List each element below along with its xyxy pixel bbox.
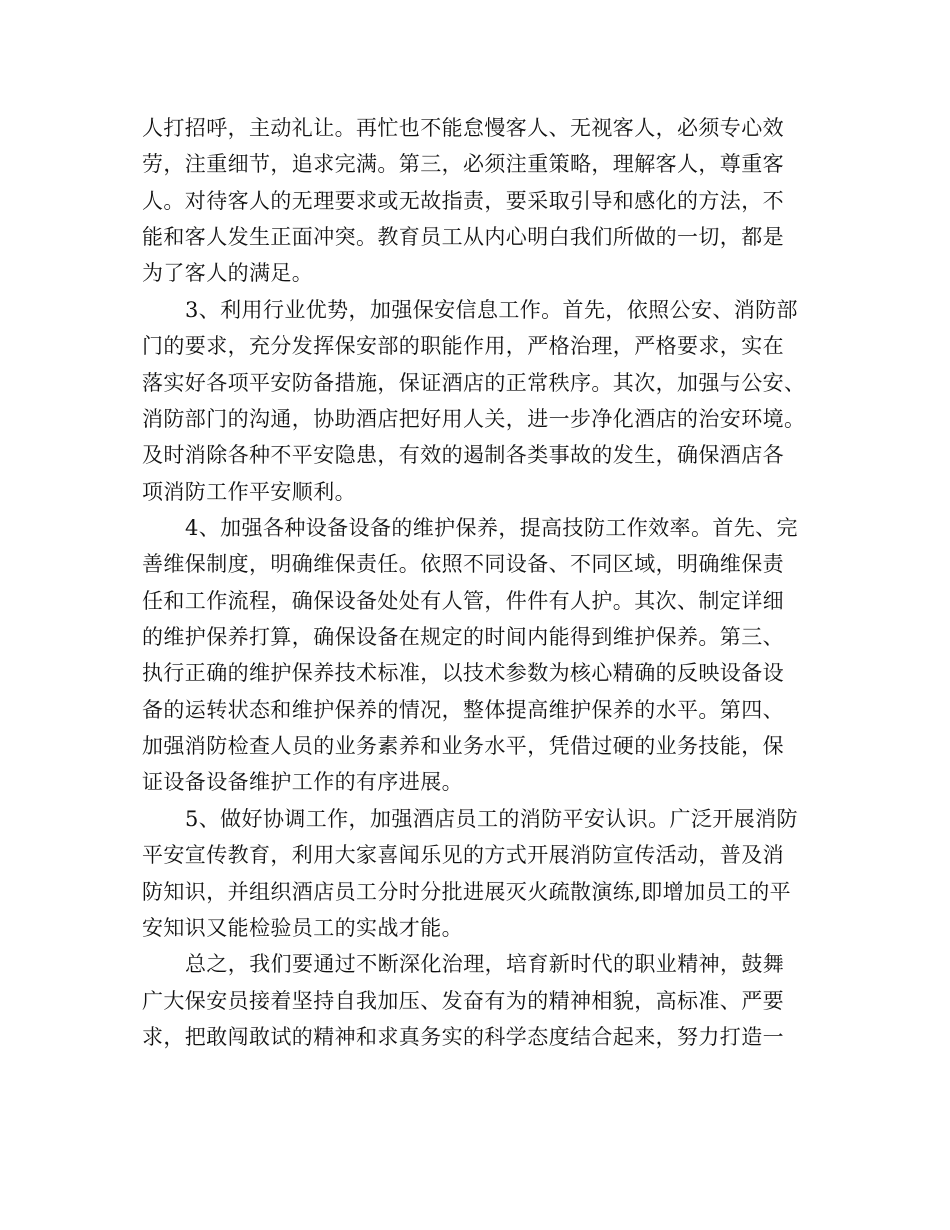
text-line: 3、利用行业优势，加强保安信息工作。首先，依照公安、消防部 xyxy=(185,298,798,322)
text-line: 任和工作流程，确保设备处处有人管，件件有人护。其次、制定详细 xyxy=(142,589,784,613)
text-line: 加强消防检查人员的业务素养和业务水平，凭借过硬的业务技能，保 xyxy=(142,734,784,758)
text-line: 4、加强各种设备设备的维护保养，提高技防工作效率。首先、完 xyxy=(185,516,798,540)
text-line: 的维护保养打算，确保设备在规定的时间内能得到维护保养。第三、 xyxy=(142,625,784,649)
text-line: 广大保安员接着坚持自我加压、发奋有为的精神相貌，高标准、严要 xyxy=(142,989,784,1013)
text-line: 能和客人发生正面冲突。教育员工从内心明白我们所做的一切，都是 xyxy=(142,225,784,249)
text-line: 总之，我们要通过不断深化治理，培育新时代的职业精神，鼓舞 xyxy=(185,952,785,976)
text-line: 人。对待客人的无理要求或无故指责，要采取引导和感化的方法，不 xyxy=(142,189,784,213)
text-line: 5、做好协调工作，加强酒店员工的消防平安认识。广泛开展消防 xyxy=(185,807,798,831)
text-line: 劳，注重细节，追求完满。第三，必须注重策略，理解客人，尊重客 xyxy=(142,152,784,176)
text-line: 门的要求，充分发挥保安部的职能作用，严格治理，严格要求，实在 xyxy=(142,334,784,358)
text-line: 安知识又能检验员工的实战才能。 xyxy=(142,916,463,940)
text-line: 备的运转状态和维护保养的情况，整体提高维护保养的水平。第四、 xyxy=(142,698,784,722)
text-line: 落实好各项平安防备措施，保证酒店的正常秩序。其次，加强与公安、 xyxy=(142,371,806,395)
text-line: 人打招呼，主动礼让。再忙也不能怠慢客人、无视客人，必须专心效 xyxy=(142,116,784,140)
text-line: 求，把敢闯敢试的精神和求真务实的科学态度结合起来，努力打造一 xyxy=(142,1025,784,1049)
text-line: 平安宣传教育，利用大家喜闻乐见的方式开展消防宣传活动，普及消 xyxy=(142,843,784,867)
text-line: 防知识，并组织酒店员工分时分批进展灭火疏散演练,即增加员工的平 xyxy=(142,880,792,904)
text-line: 证设备设备维护工作的有序进展。 xyxy=(142,770,463,794)
text-line: 为了客人的满足。 xyxy=(142,261,314,285)
text-line: 消防部门的沟通，协助酒店把好用人关，进一步净化酒店的治安环境。 xyxy=(142,407,806,431)
text-line: 项消防工作平安顺利。 xyxy=(142,480,356,504)
text-line: 执行正确的维护保养技术标准，以技术参数为核心精确的反映设备设 xyxy=(142,661,784,685)
text-line: 及时消除各种不平安隐患，有效的遏制各类事故的发生，确保酒店各 xyxy=(142,443,784,467)
text-line: 善维保制度，明确维保责任。依照不同设备、不同区域，明确维保责 xyxy=(142,552,784,576)
